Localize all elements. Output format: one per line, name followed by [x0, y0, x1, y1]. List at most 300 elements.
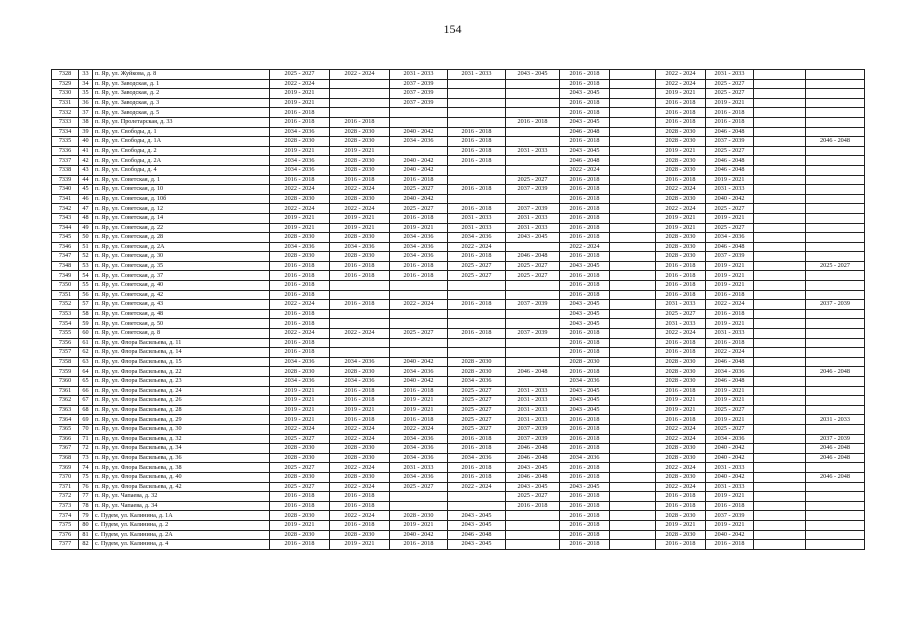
period-cell: 2016 - 2018: [560, 444, 610, 454]
row-number: 7344: [52, 223, 79, 233]
period-cell: 2016 - 2018: [330, 386, 390, 396]
period-cell: 2016 - 2018: [448, 463, 506, 473]
period-cell: 2034 - 2036: [390, 233, 448, 243]
period-cell: 2022 - 2024: [330, 424, 390, 434]
period-cell: 2019 - 2021: [706, 396, 754, 406]
period-cell: [806, 405, 865, 415]
period-cell: [754, 213, 806, 223]
period-cell: 2016 - 2018: [656, 175, 706, 185]
period-cell: 2022 - 2024: [390, 424, 448, 434]
item-number: 71: [79, 434, 93, 444]
period-cell: 2040 - 2042: [390, 530, 448, 540]
row-number: 7361: [52, 386, 79, 396]
table-row: [52, 175, 865, 185]
row-number: 7340: [52, 185, 79, 195]
period-cell: 2028 - 2030: [656, 156, 706, 166]
period-cell: 2028 - 2030: [656, 530, 706, 540]
period-cell: [806, 204, 865, 214]
period-cell: 2019 - 2021: [706, 281, 754, 291]
table-row: [52, 501, 865, 511]
period-cell: 2016 - 2018: [270, 281, 330, 291]
item-number: 61: [79, 338, 93, 348]
table-row: [52, 405, 865, 415]
period-cell: 2028 - 2030: [448, 367, 506, 377]
address-cell: п. Яр, ул. Флора Васильева, д. 23: [93, 377, 270, 387]
table-row: [52, 70, 865, 80]
period-cell: 2019 - 2021: [656, 396, 706, 406]
item-number: 48: [79, 213, 93, 223]
period-cell: [754, 261, 806, 271]
item-number: 81: [79, 530, 93, 540]
period-cell: 2034 - 2036: [270, 165, 330, 175]
table-row: [52, 530, 865, 540]
period-cell: 2034 - 2036: [560, 453, 610, 463]
period-cell: 2034 - 2036: [330, 377, 390, 387]
table-row: [52, 424, 865, 434]
period-cell: 2022 - 2024: [270, 79, 330, 89]
period-cell: [330, 89, 390, 99]
item-number: 82: [79, 540, 93, 550]
period-cell: [806, 530, 865, 540]
address-cell: п. Яр, ул. Советская, д. 48: [93, 309, 270, 319]
period-cell: 2016 - 2018: [560, 501, 610, 511]
period-cell: 2016 - 2018: [560, 185, 610, 195]
period-cell: 2043 - 2045: [560, 309, 610, 319]
period-cell: 2022 - 2024: [656, 204, 706, 214]
period-cell: [806, 482, 865, 492]
period-cell: 2043 - 2045: [560, 146, 610, 156]
row-number: 7334: [52, 127, 79, 137]
period-cell: 2028 - 2030: [390, 511, 448, 521]
item-number: 46: [79, 194, 93, 204]
period-cell: 2019 - 2021: [706, 520, 754, 530]
period-cell: 2025 - 2027: [448, 424, 506, 434]
row-number: 7347: [52, 252, 79, 262]
period-cell: [610, 233, 656, 243]
period-cell: 2040 - 2042: [706, 194, 754, 204]
table-row: [52, 357, 865, 367]
period-cell: [330, 319, 390, 329]
period-cell: [610, 386, 656, 396]
address-cell: п. Яр, ул. Советская, д. 43: [93, 300, 270, 310]
item-number: 72: [79, 444, 93, 454]
period-cell: [506, 156, 560, 166]
address-cell: п. Яр, ул. Советская, д. 8: [93, 329, 270, 339]
period-cell: 2043 - 2045: [506, 482, 560, 492]
period-cell: 2019 - 2021: [390, 520, 448, 530]
table-row: [52, 444, 865, 454]
period-cell: [806, 348, 865, 358]
period-cell: [448, 165, 506, 175]
address-cell: п. Яр, ул. Советская, д. 30: [93, 252, 270, 262]
table-row: [52, 319, 865, 329]
period-cell: 2019 - 2021: [270, 415, 330, 425]
period-cell: 2025 - 2027: [390, 482, 448, 492]
period-cell: 2016 - 2018: [560, 70, 610, 80]
period-cell: 2034 - 2036: [390, 252, 448, 262]
period-cell: 2019 - 2021: [706, 492, 754, 502]
period-cell: 2016 - 2018: [270, 175, 330, 185]
period-cell: [610, 271, 656, 281]
period-cell: [448, 492, 506, 502]
period-cell: 2016 - 2018: [448, 434, 506, 444]
address-cell: п. Яр, ул. Советская, д. 22: [93, 223, 270, 233]
period-cell: 2028 - 2030: [270, 444, 330, 454]
row-number: 7352: [52, 300, 79, 310]
period-cell: 2046 - 2048: [706, 377, 754, 387]
period-cell: 2022 - 2024: [270, 204, 330, 214]
period-cell: [506, 89, 560, 99]
item-number: 64: [79, 367, 93, 377]
row-number: 7374: [52, 511, 79, 521]
period-cell: 2022 - 2024: [448, 482, 506, 492]
period-cell: [610, 261, 656, 271]
period-cell: 2025 - 2027: [270, 434, 330, 444]
period-cell: [806, 89, 865, 99]
period-cell: [610, 146, 656, 156]
period-cell: [610, 338, 656, 348]
address-cell: п. Яр, ул. Флора Васильева, д. 38: [93, 463, 270, 473]
table-row: [52, 367, 865, 377]
period-cell: 2037 - 2039: [390, 89, 448, 99]
period-cell: 2037 - 2039: [506, 424, 560, 434]
period-cell: 2028 - 2030: [656, 367, 706, 377]
period-cell: [390, 108, 448, 118]
period-cell: [390, 117, 448, 127]
period-cell: 2031 - 2033: [506, 386, 560, 396]
period-cell: [330, 79, 390, 89]
period-cell: 2028 - 2030: [270, 472, 330, 482]
period-cell: [330, 290, 390, 300]
address-cell: п. Яр, ул. Флора Васильева, д. 32: [93, 434, 270, 444]
period-cell: 2016 - 2018: [506, 501, 560, 511]
period-cell: 2028 - 2030: [656, 127, 706, 137]
period-cell: [806, 213, 865, 223]
period-cell: 2031 - 2033: [448, 223, 506, 233]
period-cell: 2016 - 2018: [330, 520, 390, 530]
period-cell: [330, 281, 390, 291]
period-cell: 2016 - 2018: [560, 204, 610, 214]
period-cell: [390, 501, 448, 511]
address-cell: с. Пудем, ул. Калинина, д. 4: [93, 540, 270, 550]
period-cell: [754, 223, 806, 233]
period-cell: 2016 - 2018: [560, 511, 610, 521]
period-cell: [610, 242, 656, 252]
period-cell: 2022 - 2024: [330, 434, 390, 444]
period-cell: [754, 453, 806, 463]
period-cell: 2022 - 2024: [656, 424, 706, 434]
table-row: [52, 511, 865, 521]
period-cell: 2016 - 2018: [560, 233, 610, 243]
period-cell: 2028 - 2030: [270, 367, 330, 377]
period-cell: [806, 79, 865, 89]
period-cell: [506, 281, 560, 291]
item-number: 62: [79, 348, 93, 358]
period-cell: 2016 - 2018: [706, 338, 754, 348]
row-number: 7329: [52, 79, 79, 89]
period-cell: [448, 348, 506, 358]
period-cell: 2022 - 2024: [706, 300, 754, 310]
table-row: [52, 108, 865, 118]
item-number: 45: [79, 185, 93, 195]
period-cell: 2016 - 2018: [706, 117, 754, 127]
period-cell: [754, 165, 806, 175]
period-cell: [610, 329, 656, 339]
period-cell: [610, 281, 656, 291]
row-number: 7368: [52, 453, 79, 463]
item-number: 68: [79, 405, 93, 415]
row-number: 7366: [52, 434, 79, 444]
item-number: 41: [79, 146, 93, 156]
period-cell: [754, 482, 806, 492]
period-cell: [610, 300, 656, 310]
address-cell: п. Яр, ул. Заводская, д. 1: [93, 79, 270, 89]
period-cell: 2016 - 2018: [390, 271, 448, 281]
period-cell: 2022 - 2024: [656, 434, 706, 444]
period-cell: 2016 - 2018: [270, 261, 330, 271]
item-number: 52: [79, 252, 93, 262]
period-cell: 2046 - 2048: [448, 530, 506, 540]
item-number: 37: [79, 108, 93, 118]
period-cell: 2016 - 2018: [560, 281, 610, 291]
period-cell: 2031 - 2033: [448, 213, 506, 223]
period-cell: 2043 - 2045: [560, 319, 610, 329]
item-number: 36: [79, 98, 93, 108]
table-row: [52, 252, 865, 262]
period-cell: 2028 - 2030: [330, 233, 390, 243]
row-number: 7328: [52, 70, 79, 80]
period-cell: 2025 - 2027: [706, 405, 754, 415]
table-row: [52, 165, 865, 175]
row-number: 7377: [52, 540, 79, 550]
period-cell: [754, 108, 806, 118]
period-cell: 2046 - 2048: [506, 472, 560, 482]
period-cell: 2022 - 2024: [270, 185, 330, 195]
period-cell: 2043 - 2045: [506, 70, 560, 80]
address-cell: с. Пудем, ул. Калинина, д. 1А: [93, 511, 270, 521]
period-cell: 2016 - 2018: [506, 117, 560, 127]
period-cell: 2016 - 2018: [656, 386, 706, 396]
item-number: 59: [79, 319, 93, 329]
item-number: 44: [79, 175, 93, 185]
period-cell: 2028 - 2030: [656, 165, 706, 175]
row-number: 7331: [52, 98, 79, 108]
period-cell: 2031 - 2033: [656, 319, 706, 329]
period-cell: 2019 - 2021: [270, 89, 330, 99]
period-cell: 2037 - 2039: [806, 434, 865, 444]
period-cell: 2028 - 2030: [656, 233, 706, 243]
period-cell: 2043 - 2045: [560, 396, 610, 406]
period-cell: 2016 - 2018: [560, 252, 610, 262]
period-cell: 2016 - 2018: [448, 252, 506, 262]
period-cell: [806, 108, 865, 118]
period-cell: [506, 137, 560, 147]
period-cell: 2034 - 2036: [330, 357, 390, 367]
period-cell: 2034 - 2036: [390, 367, 448, 377]
period-cell: 2028 - 2030: [656, 357, 706, 367]
period-cell: 2046 - 2048: [506, 252, 560, 262]
address-cell: п. Яр, ул. Флора Васильева, д. 42: [93, 482, 270, 492]
address-cell: п. Яр, ул. Пролетарская, д. 33: [93, 117, 270, 127]
period-cell: [390, 281, 448, 291]
period-cell: 2016 - 2018: [560, 137, 610, 147]
row-number: 7338: [52, 165, 79, 175]
address-cell: п. Яр, ул. Советская, д. 1: [93, 175, 270, 185]
period-cell: 2031 - 2033: [506, 146, 560, 156]
period-cell: 2022 - 2024: [560, 242, 610, 252]
period-cell: 2019 - 2021: [706, 175, 754, 185]
period-cell: 2028 - 2030: [656, 453, 706, 463]
period-cell: 2031 - 2033: [656, 300, 706, 310]
period-cell: [610, 204, 656, 214]
period-cell: 2028 - 2030: [330, 137, 390, 147]
period-cell: 2037 - 2039: [706, 137, 754, 147]
period-cell: 2037 - 2039: [506, 300, 560, 310]
period-cell: 2043 - 2045: [506, 233, 560, 243]
period-cell: 2028 - 2030: [656, 444, 706, 454]
period-cell: [448, 281, 506, 291]
period-cell: 2028 - 2030: [270, 252, 330, 262]
period-cell: 2022 - 2024: [330, 463, 390, 473]
period-cell: [754, 117, 806, 127]
period-cell: 2019 - 2021: [270, 223, 330, 233]
period-cell: 2019 - 2021: [330, 405, 390, 415]
period-cell: [806, 377, 865, 387]
table-row: [52, 233, 865, 243]
period-cell: 2025 - 2027: [448, 415, 506, 425]
address-cell: п. Яр, ул. Советская, д. 10б: [93, 194, 270, 204]
period-cell: 2025 - 2027: [390, 204, 448, 214]
item-number: 49: [79, 223, 93, 233]
period-cell: [754, 204, 806, 214]
period-cell: [806, 501, 865, 511]
period-cell: [610, 98, 656, 108]
period-cell: 2025 - 2027: [706, 424, 754, 434]
period-cell: [610, 290, 656, 300]
period-cell: 2019 - 2021: [706, 213, 754, 223]
period-cell: 2016 - 2018: [560, 98, 610, 108]
table-row: [52, 492, 865, 502]
period-cell: 2016 - 2018: [560, 108, 610, 118]
item-number: 76: [79, 482, 93, 492]
table-row: [52, 415, 865, 425]
item-number: 42: [79, 156, 93, 166]
period-cell: [610, 415, 656, 425]
period-cell: [448, 79, 506, 89]
period-cell: 2016 - 2018: [270, 348, 330, 358]
period-cell: 2034 - 2036: [390, 444, 448, 454]
item-number: 57: [79, 300, 93, 310]
period-cell: [610, 357, 656, 367]
period-cell: [506, 357, 560, 367]
period-cell: 2034 - 2036: [390, 242, 448, 252]
period-cell: [610, 79, 656, 89]
item-number: 75: [79, 472, 93, 482]
period-cell: 2025 - 2027: [448, 261, 506, 271]
table-row: [52, 156, 865, 166]
address-cell: п. Яр, ул. Советская, д. 12: [93, 204, 270, 214]
period-cell: 2022 - 2024: [270, 424, 330, 434]
period-cell: 2016 - 2018: [448, 329, 506, 339]
table-row: [52, 271, 865, 281]
table-row: [52, 377, 865, 387]
row-number: 7354: [52, 319, 79, 329]
period-cell: 2016 - 2018: [656, 117, 706, 127]
item-number: 77: [79, 492, 93, 502]
item-number: 66: [79, 386, 93, 396]
period-cell: 2046 - 2048: [806, 137, 865, 147]
period-cell: 2034 - 2036: [706, 367, 754, 377]
period-cell: 2016 - 2018: [270, 540, 330, 550]
table-row: [52, 261, 865, 271]
period-cell: [754, 386, 806, 396]
table-row: [52, 127, 865, 137]
row-number: 7367: [52, 444, 79, 454]
period-cell: 2028 - 2030: [560, 357, 610, 367]
row-number: 7341: [52, 194, 79, 204]
period-cell: [754, 127, 806, 137]
period-cell: 2016 - 2018: [448, 127, 506, 137]
period-cell: 2019 - 2021: [270, 386, 330, 396]
period-cell: [610, 482, 656, 492]
period-cell: [390, 146, 448, 156]
period-cell: [754, 137, 806, 147]
row-number: 7335: [52, 137, 79, 147]
period-cell: [754, 329, 806, 339]
period-cell: [754, 540, 806, 550]
period-cell: [754, 367, 806, 377]
address-cell: с. Пудем, ул. Калинина, д. 2: [93, 520, 270, 530]
address-cell: п. Яр, ул. Флора Васильева, д. 11: [93, 338, 270, 348]
period-cell: 2034 - 2036: [448, 233, 506, 243]
period-cell: 2019 - 2021: [656, 223, 706, 233]
period-cell: 2022 - 2024: [330, 329, 390, 339]
period-cell: 2016 - 2018: [330, 415, 390, 425]
period-cell: 2031 - 2033: [706, 329, 754, 339]
period-cell: [806, 281, 865, 291]
period-cell: 2016 - 2018: [560, 530, 610, 540]
period-cell: 2016 - 2018: [270, 271, 330, 281]
period-cell: 2019 - 2021: [656, 405, 706, 415]
period-cell: 2019 - 2021: [330, 223, 390, 233]
row-number: 7357: [52, 348, 79, 358]
period-cell: [806, 386, 865, 396]
period-cell: [806, 156, 865, 166]
period-cell: 2016 - 2018: [560, 492, 610, 502]
period-cell: [754, 185, 806, 195]
period-cell: [610, 396, 656, 406]
row-number: 7364: [52, 415, 79, 425]
period-cell: [754, 348, 806, 358]
period-cell: 2031 - 2033: [506, 223, 560, 233]
address-cell: п. Яр, ул. Советская, д. 40: [93, 281, 270, 291]
period-cell: 2016 - 2018: [560, 424, 610, 434]
period-cell: [610, 194, 656, 204]
period-cell: 2016 - 2018: [390, 213, 448, 223]
period-cell: [806, 520, 865, 530]
table-row: [52, 329, 865, 339]
period-cell: 2019 - 2021: [656, 520, 706, 530]
address-cell: п. Яр, ул. Свободы, д. 4: [93, 165, 270, 175]
address-cell: п. Яр, ул. Флора Васильева, д. 29: [93, 415, 270, 425]
period-cell: [448, 117, 506, 127]
period-cell: 2043 - 2045: [560, 89, 610, 99]
period-cell: 2034 - 2036: [390, 453, 448, 463]
table-row: [52, 146, 865, 156]
period-cell: [448, 319, 506, 329]
period-cell: 2022 - 2024: [656, 70, 706, 80]
period-cell: [390, 290, 448, 300]
